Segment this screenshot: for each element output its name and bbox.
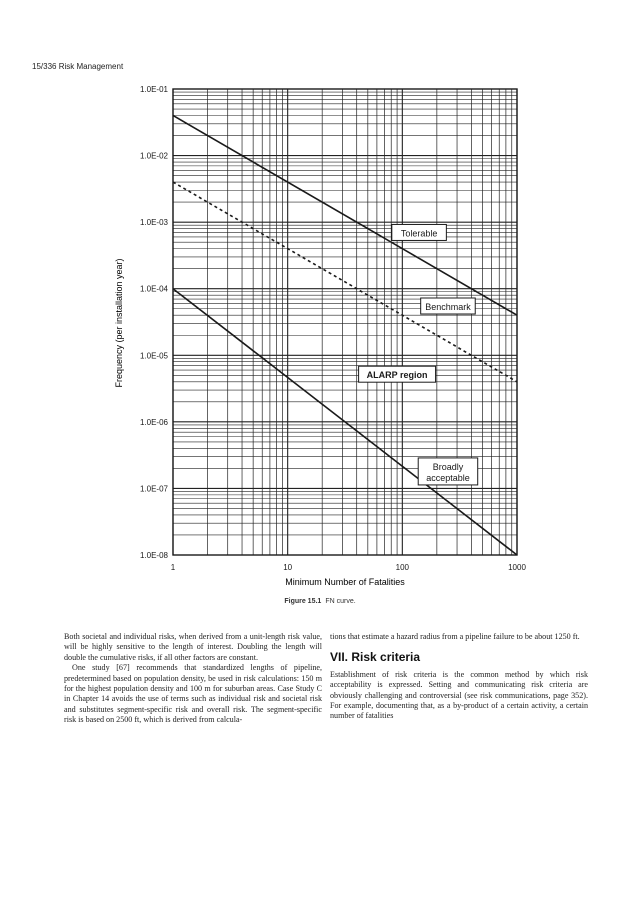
annotation-label: Tolerable xyxy=(400,228,438,239)
y-tick-label: 1.0E-08 xyxy=(139,551,168,560)
y-tick-label: 1.0E-01 xyxy=(139,85,168,94)
paragraph: Establishment of risk criteria is the common method by which risk acceptability is expressed. Setting and communicating risk criteria are obviously challenging and controversial (see risk communications, page 352). For example, documenting that, as a by-product of a certain activity, a certain number of fatalities xyxy=(330,669,588,721)
paragraph: One study [67] recommends that standardized lengths of pipeline, predetermined based on population density, be used in risk calculations: 150 m for the highest population density and 100 m for suburban areas. Case Study C in Chapter 14 avoids the use of terms such as individual risk and societal risk and substitutes segment-specific risk and overall risk. The segment-specific risk is based on 2500 ft, which is derived from calcula- xyxy=(64,663,322,725)
x-tick-label: 1 xyxy=(170,563,176,572)
body-column-right xyxy=(330,632,588,722)
annotation-label: Benchmark xyxy=(425,301,471,312)
figure-caption-label: Figure 15.1 xyxy=(284,598,322,605)
figure-caption-text: FN curve. xyxy=(325,598,356,605)
x-axis-label: Minimum Number of Fatalities xyxy=(285,577,405,587)
y-tick-label: 1.0E-04 xyxy=(139,284,168,294)
series-line-tolerable xyxy=(173,115,517,315)
annotation-broadly xyxy=(418,458,478,485)
section-heading: VII. Risk criteria xyxy=(330,650,421,665)
annotation-label: ALARP region xyxy=(366,370,428,381)
x-tick-label: 10 xyxy=(283,563,293,572)
y-tick-label: 1.0E-05 xyxy=(139,351,168,361)
running-head: 15/336 Risk Management xyxy=(32,62,124,71)
y-tick-label: 1.0E-07 xyxy=(139,484,168,494)
annotation-label: Broadly xyxy=(432,461,464,472)
paragraph: tions that estimate a hazard radius from a pipeline failure to be about 1250 ft. xyxy=(330,632,580,641)
x-tick-label: 100 xyxy=(395,563,410,572)
figure-caption xyxy=(0,598,640,605)
y-axis-label: Frequency (per installation year) xyxy=(114,258,124,388)
body-column-left xyxy=(64,632,322,726)
annotation-alarp xyxy=(359,366,436,382)
y-tick-label: 1.0E-03 xyxy=(139,218,168,228)
y-tick-label: 1.0E-02 xyxy=(139,151,168,161)
paragraph: Both societal and individual risks, when derived from a unit-length risk value, will be highly sensitive to the length of interest. Doubling the length will double the cumulative risks, if all other factors are constant. xyxy=(64,632,322,662)
x-tick-label: 1000 xyxy=(508,563,526,572)
annotation-label: acceptable xyxy=(426,472,470,483)
annotation-benchmark xyxy=(421,298,476,314)
y-tick-label: 1.0E-06 xyxy=(139,417,168,427)
series-line-benchmark xyxy=(173,182,517,382)
annotation-tolerable xyxy=(392,224,447,240)
